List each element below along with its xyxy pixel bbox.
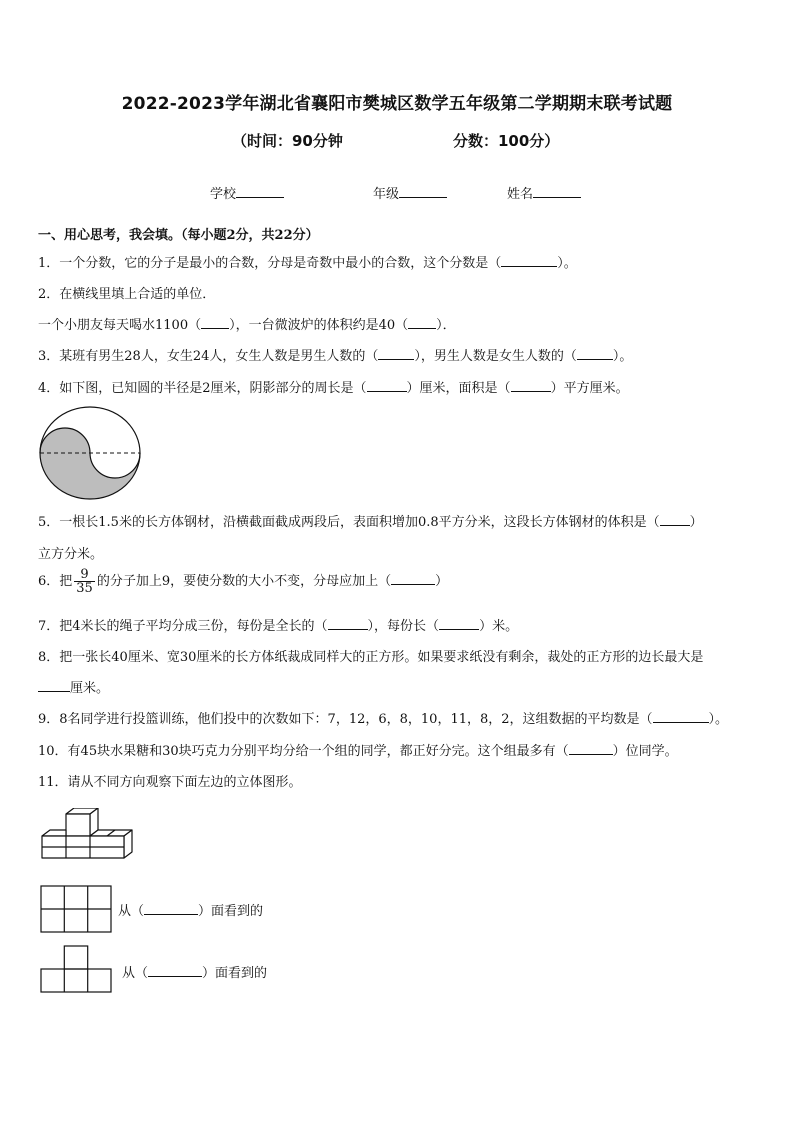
question-5: 5．一根长1.5米的长方体钢材，沿横截面截成两段后，表面积增加0.8平方分米，这段长方体钢材的体积是（ ） <box>38 515 703 530</box>
question-6: 6．把 $\frac{9}{35}$ 的分子加上9，要使分数的大小不变，分母应加上（ ） <box>38 567 449 596</box>
answer-blank <box>511 380 551 392</box>
grade-blank <box>399 185 447 198</box>
answer-blank <box>501 255 557 267</box>
view-grid-2x3 <box>40 885 112 933</box>
answer-blank <box>660 514 690 526</box>
view-t-shape <box>40 945 112 993</box>
answer-blank <box>408 317 436 329</box>
exam-score: 分数：100分） <box>453 132 560 150</box>
school-field <box>210 183 284 202</box>
answer-blank <box>577 348 613 360</box>
answer-blank <box>38 680 70 692</box>
question-2-items: 一个小朋友每天喝水1100（ ），一台微波炉的体积约是40（ ）． <box>38 318 456 333</box>
left-top-face <box>42 830 66 836</box>
question-11: 11．请从不同方向观察下面左边的立体图形。 <box>38 775 302 790</box>
shaded-region <box>40 428 140 499</box>
answer-blank <box>144 903 198 915</box>
question-10: 10．有45块水果糖和30块巧克力分别平均分给一个组的同学，都正好分完。这个组最多有（ ）位同学。 <box>38 744 678 759</box>
grade-field <box>373 183 447 202</box>
answer-blank <box>653 711 709 723</box>
question-7: 7．把4米长的绳子平均分成三份，每份是全长的（ ），每份长（ ）米。 <box>38 619 519 634</box>
name-blank <box>533 185 581 198</box>
name-field <box>507 183 581 202</box>
t-top-square <box>64 946 87 969</box>
grade-label: 年级 <box>373 187 400 202</box>
exam-time: （时间：90分钟 <box>232 132 343 150</box>
question-8: 8．把一张长40厘米、宽30厘米的长方体纸裁成同样大的正方形。如果要求纸没有剩余，裁处的正方形的边长最大是 <box>38 650 704 665</box>
page-title: 2022-2023学年湖北省襄阳市樊城区数学五年级第二学期期末联考试题 <box>121 94 673 114</box>
answer-blank <box>201 317 229 329</box>
name-label: 姓名 <box>507 187 534 202</box>
circle-yinyang-figure <box>36 404 144 502</box>
answer-blank <box>367 380 407 392</box>
cube-stack-figure <box>40 808 136 862</box>
answer-blank <box>328 618 368 630</box>
question-4: 4．如下图，已知圆的半径是2厘米，阴影部分的周长是（ ）厘米，面积是（ ）平方厘米。 <box>38 381 629 396</box>
answer-blank <box>391 573 435 585</box>
fraction-numerator: 9 <box>74 568 95 582</box>
school-label: 学校 <box>210 187 237 202</box>
fraction-denominator: 35 <box>76 581 93 596</box>
question-5-unit: 立方分米。 <box>38 547 104 562</box>
question-9: 9．8名同学进行投篮训练，他们投中的次数如下：7，12，6，8，10，11，8，2，这组数据的平均数是（ ）。 <box>38 712 729 727</box>
question-1: 1．一个分数，它的分子是最小的合数，分母是奇数中最小的合数，这个分数是（ ）。 <box>38 256 577 271</box>
fraction <box>74 568 95 595</box>
question-2-title: 2．在横线里填上合适的单位． <box>38 287 216 302</box>
t-bottom-row <box>41 969 111 992</box>
school-blank <box>236 185 284 198</box>
question-8-end: 厘米。 <box>38 677 109 696</box>
answer-blank <box>439 618 479 630</box>
answer-blank <box>148 965 202 977</box>
section-heading: 一、用心思考，我会填。（每小题2分，共22分） <box>38 228 319 243</box>
view-1-caption: 从（ ）面看到的 <box>118 904 264 919</box>
question-3: 3．某班有男生28人，女生24人，女生人数是男生人数的（ ），男生人数是女生人数的（ ）。 <box>38 349 633 364</box>
top-cube-front <box>66 814 90 836</box>
view-2-caption: 从（ ）面看到的 <box>122 966 268 981</box>
answer-blank <box>569 743 613 755</box>
answer-blank <box>378 348 414 360</box>
